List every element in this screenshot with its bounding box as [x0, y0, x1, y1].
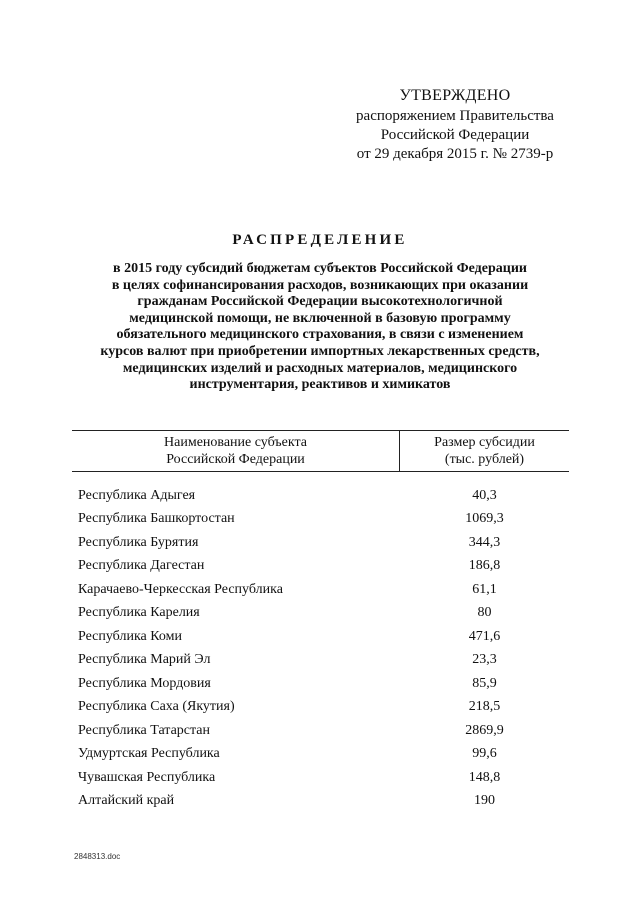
row-amount: 2869,9	[465, 722, 504, 738]
subsidy-table	[72, 430, 569, 813]
subtitle-line: курсов валют при приобретении импортных лекарственных средств,	[100, 343, 540, 359]
table-row	[72, 625, 569, 649]
row-subject: Республика Дагестан	[78, 558, 205, 574]
subtitle-line: в целях софинансирования расходов, возникающих при оказании	[111, 277, 529, 293]
row-amount: 218,5	[468, 699, 501, 715]
row-subject: Карачаево-Черкесская Республика	[78, 581, 283, 597]
row-amount: 80	[477, 605, 492, 621]
subtitle-line: в 2015 году субсидий бюджетам субъектов Российской Федерации	[113, 261, 527, 276]
file-name-footer: 2848313.doc	[74, 852, 121, 861]
subtitle-line: инструментария, реактивов и химикатов	[189, 377, 451, 393]
row-subject: Республика Мордовия	[78, 675, 211, 691]
table-row	[72, 672, 569, 696]
row-amount: 148,8	[468, 769, 501, 785]
table-row	[72, 790, 569, 814]
row-amount: 23,3	[472, 652, 497, 668]
row-subject: Республика Марий Эл	[78, 652, 211, 668]
row-subject: Республика Башкортостан	[78, 511, 235, 527]
header-subject-name	[72, 431, 400, 471]
approval-line-1: распоряжением Правительства	[356, 108, 554, 124]
table-row	[72, 531, 569, 555]
row-subject: Республика Коми	[78, 628, 182, 644]
row-amount: 99,6	[472, 746, 497, 762]
header-value-line: (тыс. рублей)	[444, 452, 525, 467]
row-subject: Республика Карелия	[78, 605, 200, 621]
approval-block	[330, 86, 580, 164]
row-amount: 471,6	[468, 628, 501, 644]
header-subject-line: Российской Федерации	[166, 452, 305, 467]
table-body	[72, 484, 569, 813]
header-value-line: Размер субсидии	[434, 435, 535, 450]
row-subject: Республика Татарстан	[78, 722, 211, 738]
table-row	[72, 743, 569, 767]
subtitle-line: обязательного медицинского страхования, в связи с изменением	[116, 327, 524, 343]
row-amount: 85,9	[472, 675, 497, 691]
row-amount: 40,3	[472, 487, 497, 503]
header-subject-line: Наименование субъекта	[164, 435, 307, 450]
table-row	[72, 578, 569, 602]
approved-label: УТВЕРЖДЕНО	[399, 87, 511, 104]
subtitle-line: медицинской помощи, не включенной в базовую программу	[129, 310, 511, 326]
table-row	[72, 649, 569, 673]
row-amount: 190	[474, 793, 495, 809]
table-row	[72, 602, 569, 626]
row-subject: Алтайский край	[78, 793, 175, 809]
table-row	[72, 484, 569, 508]
row-subject: Республика Саха (Якутия)	[78, 699, 235, 715]
table-row	[72, 508, 569, 532]
approval-line-3: от 29 декабря 2015 г. № 2739-р	[356, 146, 554, 162]
approval-line-2: Российской Федерации	[380, 127, 530, 143]
row-amount: 344,3	[468, 534, 501, 550]
header-subsidy-amount	[400, 431, 569, 471]
table-row	[72, 555, 569, 579]
subtitle-line: гражданам Российской Федерации высокотехнологичной	[137, 294, 503, 310]
document-subtitle	[70, 261, 570, 394]
row-subject: Удмуртская Республика	[78, 746, 220, 762]
row-amount: 61,1	[472, 581, 497, 597]
row-amount: 1069,3	[465, 511, 504, 527]
row-subject: Республика Бурятия	[78, 534, 199, 550]
table-row	[72, 696, 569, 720]
document-title: РАСПРЕДЕЛЕНИЕ	[232, 232, 408, 248]
table-row	[72, 719, 569, 743]
subtitle-line: медицинских изделий и расходных материалов, медицинского	[122, 360, 518, 376]
table-row	[72, 766, 569, 790]
row-amount: 186,8	[468, 558, 501, 574]
row-subject: Чувашская Республика	[78, 769, 216, 785]
row-subject: Республика Адыгея	[78, 487, 196, 503]
table-header	[72, 430, 569, 472]
